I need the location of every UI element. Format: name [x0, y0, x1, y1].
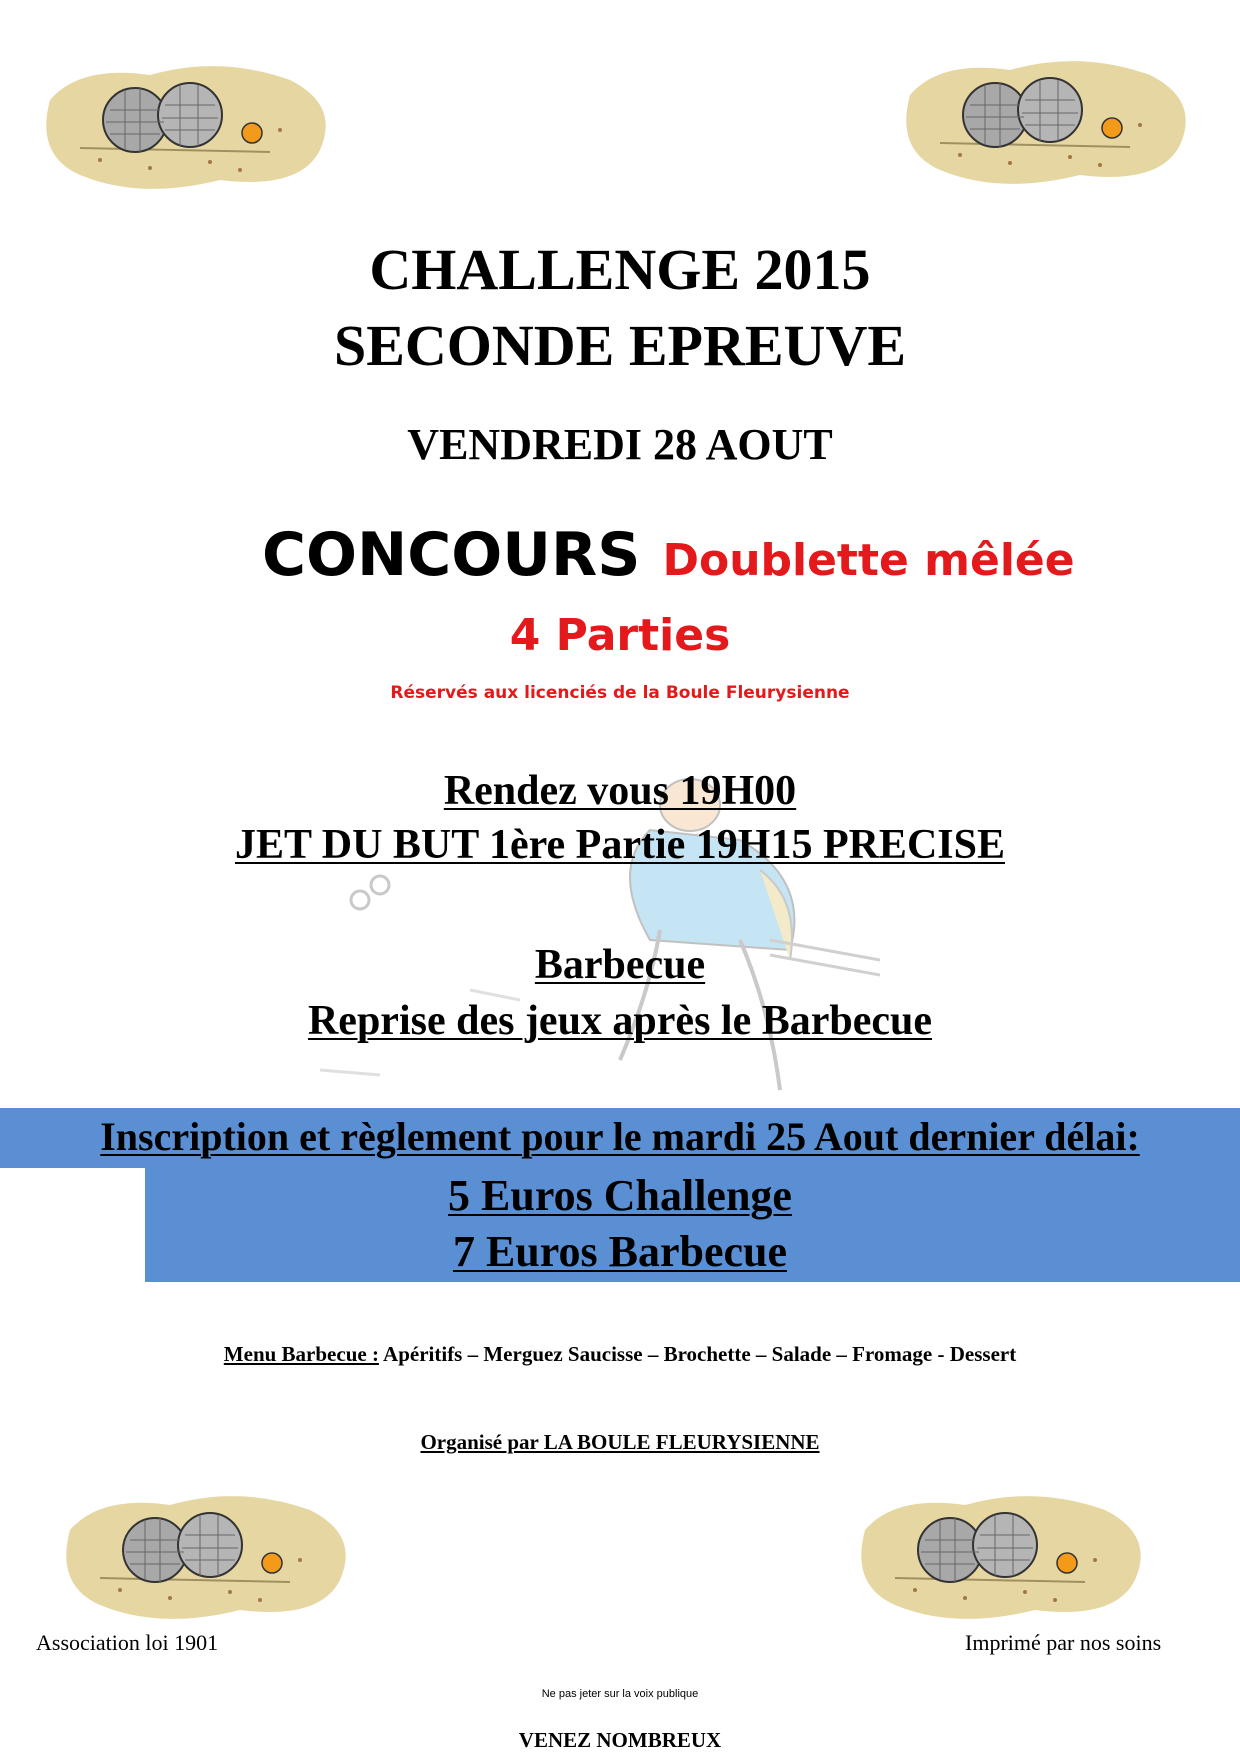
- petanque-boules-icon: [40, 60, 340, 200]
- venez-nombreux: VENEZ NOMBREUX: [518, 1728, 722, 1752]
- petanque-boules-icon: [900, 55, 1200, 195]
- printed-note: Imprimé par nos soins: [965, 1630, 1162, 1655]
- title-line-2: SECONDE EPREUVE: [333, 313, 907, 378]
- concours-label: CONCOURS: [262, 520, 641, 590]
- menu-label: Menu Barbecue :: [223, 1342, 379, 1366]
- event-date: VENDREDI 28 AOUT: [407, 420, 833, 469]
- menu-items: Apéritifs – Merguez Saucisse – Brochette – Salade – Fromage - Dessert: [378, 1342, 1017, 1366]
- price-challenge: 5 Euros Challenge: [448, 1171, 792, 1220]
- menu-line: [0, 1342, 1240, 1367]
- title-line-1: CHALLENGE 2015: [369, 237, 871, 302]
- parties-count: 4 Parties: [509, 610, 731, 661]
- organiser: Organisé par LA BOULE FLEURYSIENNE: [420, 1430, 820, 1454]
- petanque-boules-icon: [855, 1490, 1155, 1630]
- concours-type: Doublette mêlée: [662, 535, 1075, 586]
- reprise-line: Reprise des jeux après le Barbecue: [307, 998, 933, 1044]
- price-barbecue: 7 Euros Barbecue: [452, 1227, 788, 1276]
- association-note: Association loi 1901: [36, 1630, 219, 1655]
- inscription-deadline: Inscription et règlement pour le mardi 25 Aout dernier délai:: [100, 1114, 1140, 1159]
- litter-note: Ne pas jeter sur la voix publique: [541, 1688, 699, 1700]
- concours-line: [262, 520, 1162, 590]
- reserved-note: Réservés aux licenciés de la Boule Fleurysienne: [390, 683, 850, 703]
- rendezvous-time: Rendez vous 19H00: [443, 768, 797, 814]
- barbecue-heading: Barbecue: [534, 942, 706, 988]
- petanque-boules-icon: [60, 1490, 360, 1630]
- jet-du-but-time: JET DU BUT 1ère Partie 19H15 PRECISE: [234, 822, 1005, 868]
